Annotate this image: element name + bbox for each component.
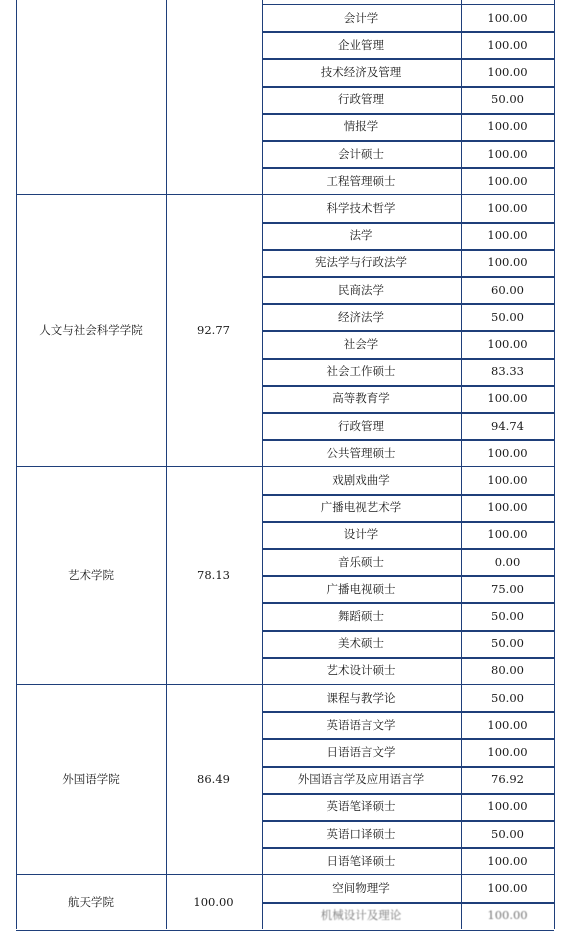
major-value: 100.00 bbox=[487, 37, 528, 52]
major-name: 技术经济及管理 bbox=[320, 64, 402, 79]
major-value: 100.00 bbox=[487, 255, 528, 270]
major-name: 课程与教学论 bbox=[326, 690, 396, 705]
major-value: 80.00 bbox=[491, 663, 524, 678]
college-score: 100.00 bbox=[193, 894, 234, 909]
major-name: 舞蹈硕士 bbox=[338, 608, 384, 623]
major-value: 0.00 bbox=[494, 554, 521, 569]
college-score: 86.49 bbox=[197, 772, 230, 787]
college-name: 艺术学院 bbox=[68, 568, 114, 583]
major-value: 50.00 bbox=[491, 92, 524, 107]
major-name: 行政管理 bbox=[338, 418, 384, 433]
major-name: 经济法学 bbox=[338, 309, 384, 324]
major-value: 100.00 bbox=[487, 717, 528, 732]
major-name: 空间物理学 bbox=[332, 880, 390, 895]
college-name: 外国语学院 bbox=[62, 772, 120, 787]
major-name: 美术硕士 bbox=[338, 636, 384, 651]
major-name: 戏剧戏曲学 bbox=[332, 472, 390, 487]
major-value: 50.00 bbox=[491, 309, 524, 324]
major-value: 100.00 bbox=[487, 119, 528, 134]
major-name: 社会学 bbox=[343, 336, 379, 351]
major-name: 设计学 bbox=[343, 527, 379, 542]
major-name: 高等教育学 bbox=[332, 391, 390, 406]
major-name: 社会工作硕士 bbox=[326, 364, 396, 379]
major-name: 会计硕士 bbox=[338, 146, 384, 161]
major-value: 100.00 bbox=[487, 200, 528, 215]
major-name: 情报学 bbox=[343, 119, 379, 134]
college-name: 航天学院 bbox=[68, 894, 114, 909]
major-value: 100.00 bbox=[487, 391, 528, 406]
major-name: 音乐硕士 bbox=[338, 554, 384, 569]
major-value: 100.00 bbox=[487, 445, 528, 460]
major-name: 英语语言文学 bbox=[326, 717, 396, 732]
major-value: 100.00 bbox=[487, 173, 528, 188]
major-value: 83.33 bbox=[491, 364, 524, 379]
table-bottom-border bbox=[16, 930, 554, 931]
major-name: 公共管理硕士 bbox=[326, 445, 396, 460]
major-name: 企业管理 bbox=[338, 37, 384, 52]
major-value: 50.00 bbox=[491, 826, 524, 841]
major-name: 会计学 bbox=[343, 10, 379, 25]
major-value: 100.00 bbox=[487, 527, 528, 542]
column-divider bbox=[554, 0, 555, 929]
major-value: 100.00 bbox=[487, 64, 528, 79]
major-name: 机械设计及理论 bbox=[320, 908, 402, 923]
major-value: 100.00 bbox=[487, 908, 528, 923]
major-value: 100.00 bbox=[487, 744, 528, 759]
college-name: 人文与社会科学学院 bbox=[39, 323, 143, 338]
major-name: 宪法学与行政法学 bbox=[315, 255, 407, 270]
college-score: 92.77 bbox=[197, 323, 230, 338]
major-value: 100.00 bbox=[487, 146, 528, 161]
college-name bbox=[16, 4, 166, 194]
major-value: 75.00 bbox=[491, 581, 524, 596]
major-value: 76.92 bbox=[491, 772, 524, 787]
major-value: 100.00 bbox=[487, 228, 528, 243]
major-name: 广播电视硕士 bbox=[326, 581, 396, 596]
major-name: 行政管理 bbox=[338, 92, 384, 107]
college-score: 78.13 bbox=[197, 568, 230, 583]
major-value: 100.00 bbox=[487, 500, 528, 515]
major-value: 100.00 bbox=[487, 880, 528, 895]
major-name: 日语语言文学 bbox=[326, 744, 396, 759]
major-name: 外国语言学及应用语言学 bbox=[297, 772, 425, 787]
major-name: 广播电视艺术学 bbox=[320, 500, 402, 515]
major-name: 日语笔译硕士 bbox=[326, 853, 396, 868]
major-name: 艺术设计硕士 bbox=[326, 663, 396, 678]
major-value: 100.00 bbox=[487, 853, 528, 868]
college-score bbox=[166, 4, 261, 194]
major-value: 100.00 bbox=[487, 799, 528, 814]
major-value: 50.00 bbox=[491, 636, 524, 651]
major-value: 50.00 bbox=[491, 608, 524, 623]
major-name: 英语笔译硕士 bbox=[326, 799, 396, 814]
major-name: 工程管理硕士 bbox=[326, 173, 396, 188]
major-name: 民商法学 bbox=[338, 282, 384, 297]
major-name: 科学技术哲学 bbox=[326, 200, 396, 215]
major-value: 100.00 bbox=[487, 336, 528, 351]
major-value: 100.00 bbox=[487, 472, 528, 487]
major-name: 法学 bbox=[349, 228, 373, 243]
major-name: 英语口译硕士 bbox=[326, 826, 396, 841]
major-value: 94.74 bbox=[491, 418, 524, 433]
major-value: 60.00 bbox=[491, 282, 524, 297]
major-value: 50.00 bbox=[491, 690, 524, 705]
major-value: 100.00 bbox=[487, 10, 528, 25]
